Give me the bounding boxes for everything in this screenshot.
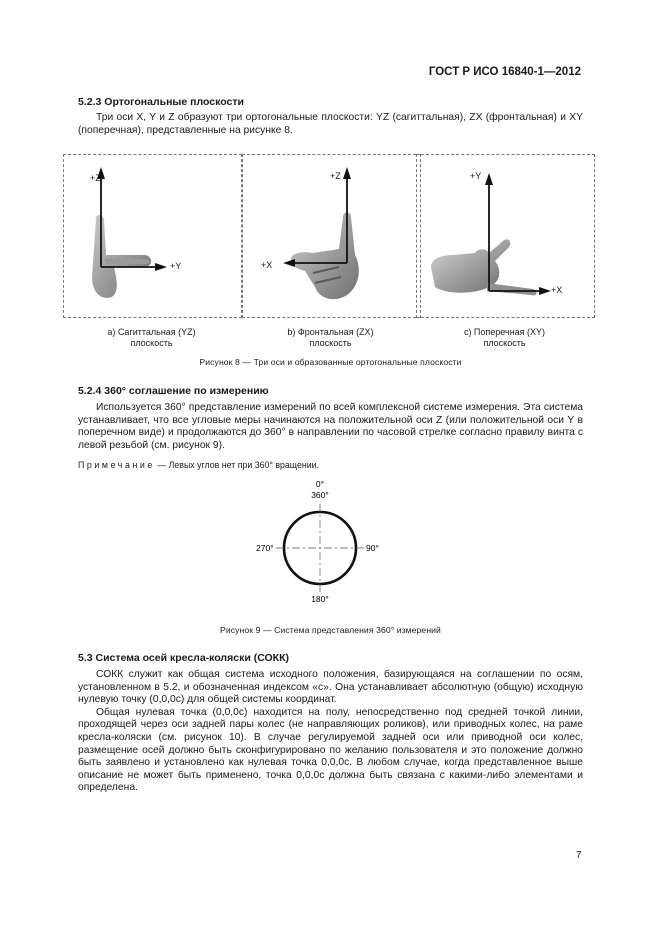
- axis-label-horizontal: +Y: [170, 261, 182, 271]
- axis-label-vertical: +Z: [90, 173, 101, 183]
- label-360deg: 360°: [311, 490, 329, 500]
- figure8-caption-b: b) Фронтальная (ZX) плоскость: [287, 327, 374, 348]
- section-524-body: Используется 360° представление измерений по всей комплексной системе измерения. Эта система устанавливает, что все угловые меры начинаются на положительной оси Z (или положительной оси Y в поперечном виде) и продолжаются до 360° в направлении по часовой стрелке согласно правилу винта с левой резьбой (см. рисунок 9).: [78, 402, 583, 451]
- figure8-panel-transverse: [416, 154, 595, 318]
- section-523-title: 5.2.3 Ортогональные плоскости: [78, 96, 244, 108]
- section-524-title: 5.2.4 360° соглашение по измерению: [78, 385, 269, 397]
- label-0deg: 0°: [315, 479, 325, 489]
- section-53-title: 5.3 Система осей кресла-коляски (СОКК): [78, 652, 289, 664]
- figure8-title: Рисунок 8 — Три оси и образованные ортогональные плоскости: [199, 357, 462, 367]
- label-90deg: 90°: [366, 543, 379, 553]
- axis-label-vertical: +Z: [330, 171, 341, 181]
- section-524-note: [78, 460, 319, 470]
- axis-label-vertical: +Y: [470, 171, 482, 181]
- figure8-panel-sagittal: [63, 154, 242, 318]
- page-number: 7: [576, 850, 582, 861]
- section-53-body: [78, 669, 583, 795]
- label-180deg: 180°: [311, 594, 329, 604]
- section-53-paragraph-1: СОКК служит как общая система исходного положения, базирующаяся на соглашении по осям, установленном в 5.2, и обозначенная индексом «с». Она устанавливает абсолютную (общую) исходную нулевую точку (0,0,0с) для общей системы координат.: [78, 669, 583, 706]
- figure8-caption-a: а) Сагиттальная (YZ) плоскость: [107, 327, 196, 348]
- transverse-hand-illustration: [417, 155, 594, 317]
- section-53-paragraph-2: Общая нулевая точка (0,0,0с) находится на полу, непосредственно под средней точкой линии, проходящей через оси задней пары колес (не направляющих роликов), или приводных колес, на раме кресла-коляски (см. рисунок 10). В случае регулируемой задней оси или приводной оси колес, размещение осей должно быть сконфигурировано по желанию пользователя и это положение должно быть заявлено и установлено как нулевая точка 0,0,0с. В любом случае, когда представленное выше описание не может быть применено, точка 0,0,0с должна быть связана с какими-либо элементами и определена.: [78, 706, 583, 794]
- hand-shape: [291, 213, 359, 300]
- axis-label-horizontal: +X: [261, 260, 273, 270]
- figure8-caption-c: с) Поперечная (XY) плоскость: [463, 327, 546, 348]
- figure8-panel-frontal: [242, 154, 421, 318]
- figure9-title: Рисунок 9 — Система представления 360° измерений: [220, 625, 441, 635]
- section-523-body: Три оси X, Y и Z образуют три ортогональные плоскости: YZ (сагиттальная), ZX (фронтальная) и XY (поперечная), представленные на рисунке 8.: [78, 112, 583, 136]
- note-text: — Левых углов нет при 360° вращении.: [154, 460, 319, 470]
- axis-label-horizontal: +X: [551, 285, 563, 295]
- document-code: ГОСТ Р ИСО 16840-1—2012: [428, 66, 581, 78]
- figure9-circle-diagram: [230, 478, 430, 608]
- label-270deg: 270°: [256, 543, 274, 553]
- note-label: Примечание: [78, 460, 155, 470]
